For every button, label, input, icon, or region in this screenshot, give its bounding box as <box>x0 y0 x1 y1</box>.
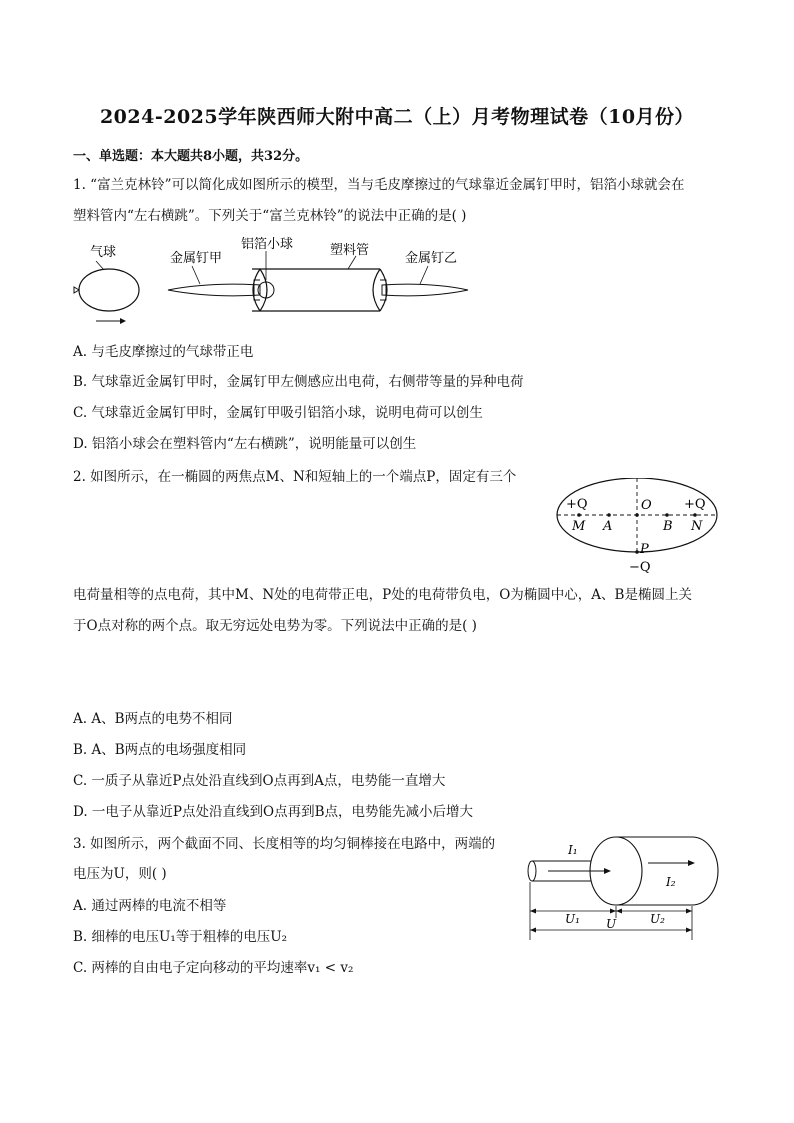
label-u: U <box>606 917 617 931</box>
q1-option-b: B. 气球靠近金属钉甲时，金属钉甲左侧感应出电荷，右侧带等量的异种电荷 <box>73 374 524 390</box>
q2-option-a: A. A、B两点的电势不相同 <box>73 711 233 727</box>
q2-stem-line1: 2. 如图所示，在一椭圆的两焦点M、N和短轴上的一个端点P，固定有三个 <box>73 469 517 485</box>
nail-b-label: 金属钉乙 <box>405 251 458 266</box>
q3-option-b: B. 细棒的电压U₁等于粗棒的电压U₂ <box>73 929 288 945</box>
q2-option-c: C. 一质子从靠近P点处沿直线到O点再到A点，电势能一直增大 <box>73 773 446 789</box>
tube-label: 塑料管 <box>330 243 370 258</box>
q1-option-a: A. 与毛皮摩擦过的气球带正电 <box>73 344 254 360</box>
q3-option-c: C. 两棒的自由电子定向移动的平均速率v₁ < v₂ <box>73 960 354 976</box>
q2-stem-line3: 于O点对称的两个点。取无穷远处电势为零。下列说法中正确的是( ) <box>73 618 477 634</box>
section-heading: 一、单选题：本大题共8小题，共32分。 <box>73 149 309 164</box>
q2-figure <box>550 478 730 578</box>
q3-stem-line1: 3. 如图所示，两个截面不同、长度相等的均匀铜棒接在电路中，两端的 <box>73 836 496 852</box>
point-o-label: O <box>641 498 652 513</box>
point-p-label: P <box>640 542 649 557</box>
balloon-shape <box>79 269 139 311</box>
charge-minus: −Q <box>629 560 651 575</box>
q1-option-d: D. 铝箔小球会在塑料管内“左右横跳”，说明能量可以创生 <box>73 436 417 452</box>
q2-option-b: B. A、B两点的电场强度相同 <box>73 742 247 758</box>
q2-stem-line2: 电荷量相等的点电荷，其中M、N处的电荷带正电，P处的电荷带负电，O为椭圆中心，A、B是椭圆上关 <box>73 587 692 603</box>
q1-stem-line2: 塑料管内“左右横跳”。下列关于“富兰克林铃”的说法中正确的是( ) <box>73 208 467 224</box>
point-n-label: N <box>691 519 703 534</box>
charge-plus-left: +Q <box>566 497 588 512</box>
q1-stem-line1: 1. “富兰克林铃”可以简化成如图所示的模型，当与毛皮摩擦过的气球靠近金属钉甲时，铝箔小球就会在 <box>73 177 685 193</box>
point-m-label: M <box>572 519 586 534</box>
q1-option-c: C. 气球靠近金属钉甲时，金属钉甲吸引铝箔小球，说明电荷可以创生 <box>73 405 483 421</box>
q2-option-d: D. 一电子从靠近P点处沿直线到O点再到B点，电势能先减小后增大 <box>73 804 473 820</box>
page-title: 2024-2025学年陕西师大附中高二（上）月考物理试卷（10月份） <box>99 106 695 128</box>
label-u1: U₁ <box>565 912 580 926</box>
nail-a-shape <box>168 284 260 296</box>
q3-figure <box>520 830 730 945</box>
balloon-knot <box>74 287 79 293</box>
q1-figure <box>60 232 480 332</box>
nail-a-label: 金属钉甲 <box>170 251 223 266</box>
charge-plus-right: +Q <box>684 497 706 512</box>
point-a-label: A <box>603 519 613 534</box>
point-b-label: B <box>663 519 673 534</box>
label-i1: I₁ <box>568 843 578 857</box>
label-i2: I₂ <box>666 875 676 889</box>
thin-rod-end <box>528 861 536 881</box>
label-u2: U₂ <box>650 912 665 926</box>
q3-stem-line2: 电压为U，则( ) <box>73 866 167 882</box>
nail-b-shape <box>382 284 468 296</box>
q3-option-a: A. 通过两棒的电流不相等 <box>73 898 227 914</box>
foil-ball-label: 铝箔小球 <box>241 237 294 252</box>
balloon-label: 气球 <box>90 245 117 260</box>
